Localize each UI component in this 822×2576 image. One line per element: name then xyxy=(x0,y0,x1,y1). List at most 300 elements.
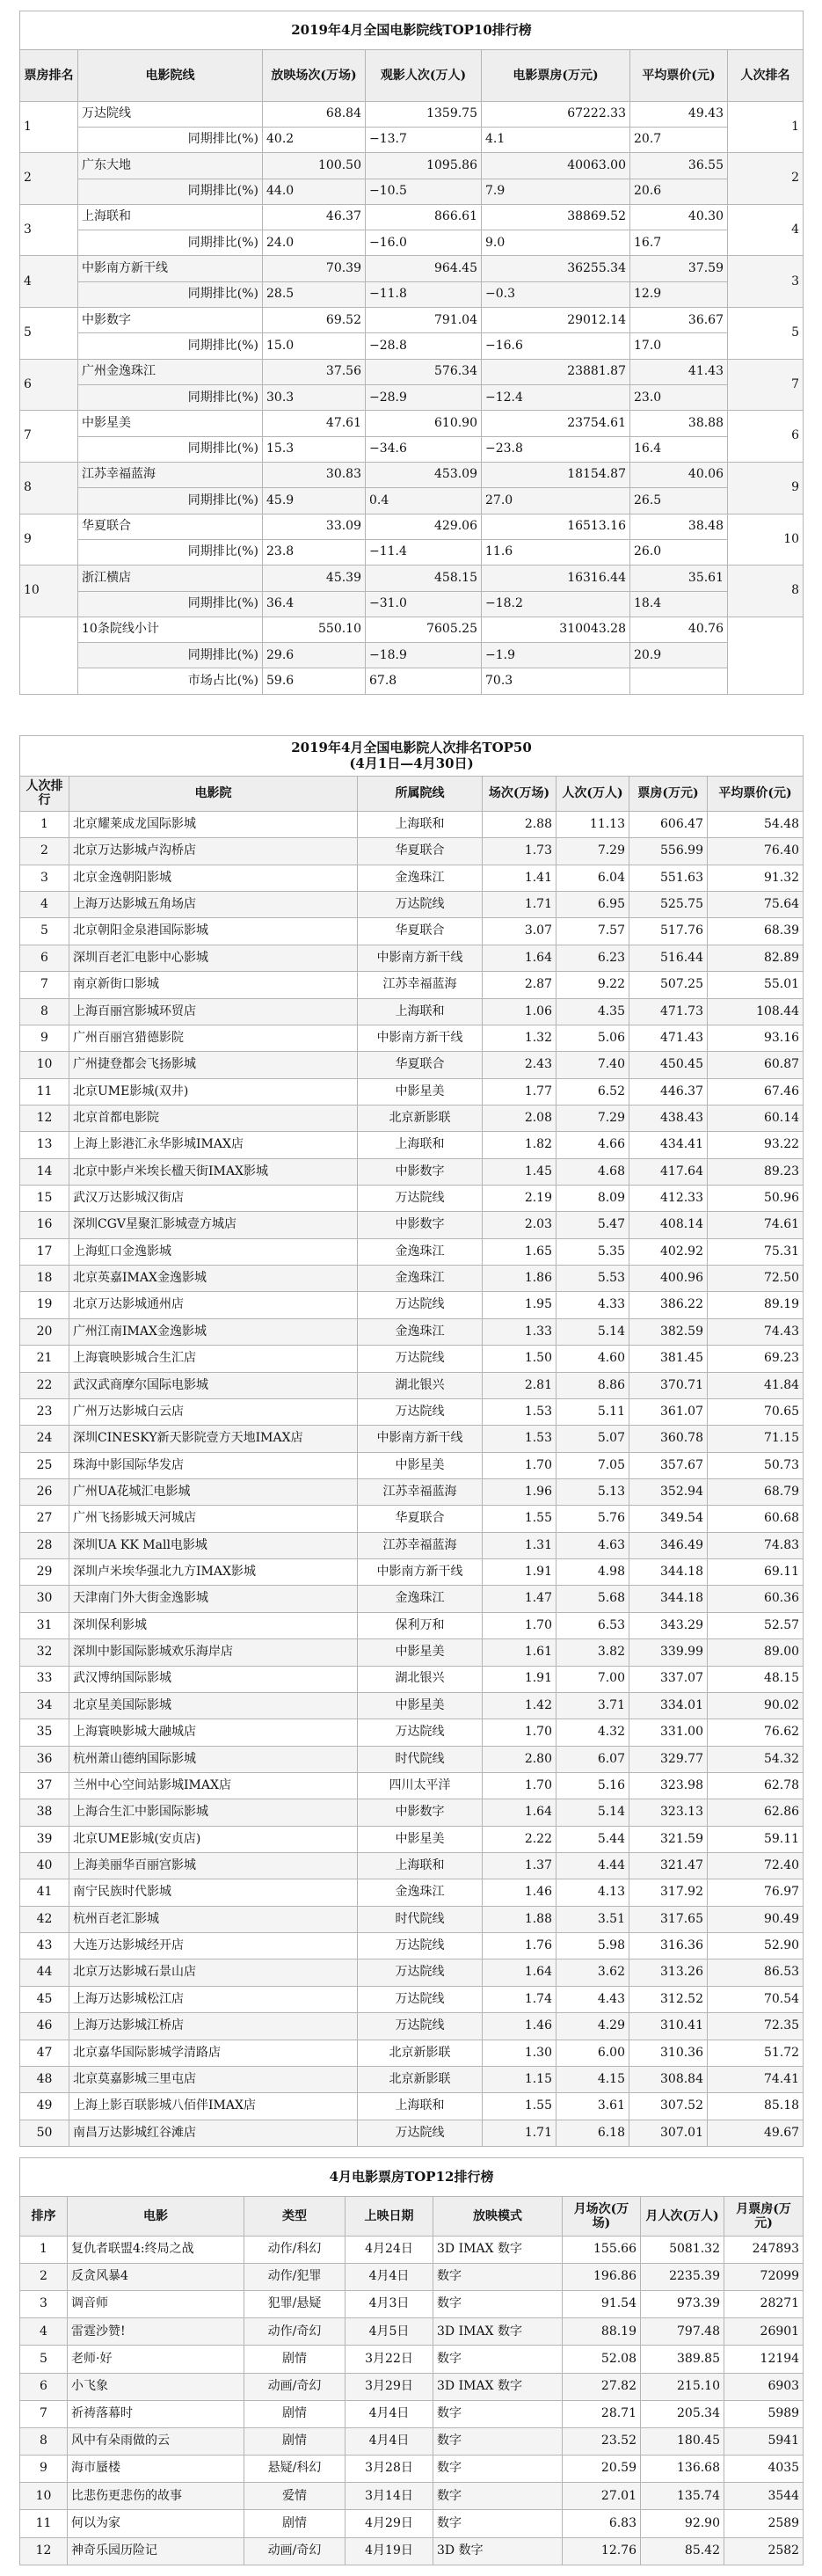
rank-cell: 9 xyxy=(20,1025,69,1051)
compare-value-cell: 0.4 xyxy=(366,488,482,514)
rank-cell: 33 xyxy=(20,1666,69,1692)
cinema-row xyxy=(20,1158,804,1185)
box-office-cell: 412.33 xyxy=(629,1186,708,1212)
chain-cell: 中影数字 xyxy=(358,1212,483,1238)
chain-cell: 中影数字 xyxy=(358,1158,483,1185)
chain-cell: 中影数字 xyxy=(358,1799,483,1826)
box-office-cell: 313.26 xyxy=(629,1959,708,1986)
compare-value-cell: 20.6 xyxy=(630,179,728,204)
box-office-cell: 446.37 xyxy=(629,1078,708,1105)
box-office-cell: 23754.61 xyxy=(482,411,630,436)
box-office-cell: 382.59 xyxy=(629,1318,708,1345)
cinema-row xyxy=(20,1746,804,1772)
compare-value-cell: 30.3 xyxy=(263,385,366,411)
box-office-cell: 339.99 xyxy=(629,1639,708,1666)
people-rank-cell: 6 xyxy=(728,411,804,463)
column-header: 电影院线 xyxy=(78,49,263,101)
release-date-cell: 4月4日 xyxy=(346,2400,433,2427)
cinema-name-cell: 杭州百老汇影城 xyxy=(69,1906,358,1932)
movie-title-cell: 复仇者联盟4:终局之战 xyxy=(68,2236,244,2263)
chain-cell: 华夏联合 xyxy=(358,1052,483,1078)
movie-row xyxy=(20,2483,804,2510)
cinema-name-cell: 北京万达影城通州店 xyxy=(69,1292,358,1318)
avg-price-cell: 75.64 xyxy=(708,892,804,918)
chain-cell: 中影南方新干线 xyxy=(358,1426,483,1452)
shows-cell: 1.70 xyxy=(483,1772,556,1799)
cinema-name-cell: 北京万达影城石景山店 xyxy=(69,1959,358,1986)
cinema-name-cell: 北京UME影城(安贞店) xyxy=(69,1826,358,1852)
genre-cell: 动作/科幻 xyxy=(244,2236,346,2263)
rank-cell: 39 xyxy=(20,1826,69,1852)
shows-cell: 155.66 xyxy=(563,2236,641,2263)
cinema-row xyxy=(20,2120,804,2146)
cinema-name-cell: 深圳卢米埃华强北九方IMAX影城 xyxy=(69,1559,358,1586)
format-cell: 数字 xyxy=(433,2400,563,2427)
compare-value-cell: 16.4 xyxy=(630,436,728,462)
shows-cell: 1.88 xyxy=(483,1906,556,1932)
chain-row xyxy=(20,462,804,487)
cinema-row xyxy=(20,2040,804,2066)
rank-cell: 8 xyxy=(20,2427,68,2455)
cinema-name-cell: 上海百丽宫影城环贸店 xyxy=(69,998,358,1025)
chain-cell: 上海联和 xyxy=(358,998,483,1025)
shows-cell: 1.45 xyxy=(483,1158,556,1185)
cinema-name-cell: 北京莫嘉影城三里屯店 xyxy=(69,2066,358,2092)
cinema-row xyxy=(20,1666,804,1692)
avg-price-cell: 76.97 xyxy=(708,1879,804,1906)
compare-value-cell: −12.4 xyxy=(482,385,630,411)
rank-cell: 38 xyxy=(20,1799,69,1826)
chain-cell: 中影南方新干线 xyxy=(358,945,483,971)
rank-cell: 5 xyxy=(20,2346,68,2373)
shows-cell: 2.19 xyxy=(483,1186,556,1212)
rank-cell: 18 xyxy=(20,1266,69,1292)
rank-cell: 2 xyxy=(20,153,78,205)
column-header: 票房排名 xyxy=(20,49,78,101)
people-cell: 576.34 xyxy=(366,359,482,384)
table-title-row xyxy=(20,2158,804,2197)
box-office-cell: 344.18 xyxy=(629,1559,708,1586)
chain-compare-row xyxy=(20,230,804,256)
shows-cell: 1.61 xyxy=(483,1639,556,1666)
cinema-row xyxy=(20,1719,804,1746)
people-cell: 4.33 xyxy=(556,1292,629,1318)
chain-cell: 中影南方新干线 xyxy=(358,1025,483,1051)
people-cell: 610.90 xyxy=(366,411,482,436)
shows-cell: 1.95 xyxy=(483,1292,556,1318)
cinema-row xyxy=(20,1025,804,1051)
avg-price-cell: 89.23 xyxy=(708,1158,804,1185)
chain-row xyxy=(20,101,804,127)
format-cell: 3D IMAX 数字 xyxy=(433,2318,563,2346)
chain-cell: 万达院线 xyxy=(358,1346,483,1372)
rank-cell: 44 xyxy=(20,1959,69,1986)
compare-value-cell: 28.5 xyxy=(263,281,366,307)
cinema-name-cell: 北京金逸朝阳影城 xyxy=(69,865,358,891)
compare-label: 同期排比(%) xyxy=(78,643,263,668)
column-header: 上映日期 xyxy=(346,2197,433,2236)
box-office-cell: 308.84 xyxy=(629,2066,708,2092)
shows-cell: 47.61 xyxy=(263,411,366,436)
release-date-cell: 4月29日 xyxy=(346,2510,433,2537)
chain-compare-row xyxy=(20,281,804,307)
avg-price-cell: 36.55 xyxy=(630,153,728,179)
shows-cell: 1.71 xyxy=(483,892,556,918)
chain-cell: 华夏联合 xyxy=(358,918,483,945)
rank-cell: 31 xyxy=(20,1612,69,1638)
cinema-row xyxy=(20,945,804,971)
compare-value-cell: −11.4 xyxy=(366,539,482,565)
cinema-name-cell: 上海美丽华百丽宫影城 xyxy=(69,1853,358,1879)
avg-price-cell: 74.83 xyxy=(708,1532,804,1558)
cinema-name-cell: 武汉万达影城汉街店 xyxy=(69,1186,358,1212)
shows-cell: 6.83 xyxy=(563,2510,641,2537)
avg-price-cell: 90.02 xyxy=(708,1692,804,1719)
chain-name-cell: 华夏联合 xyxy=(78,514,263,539)
people-rank-cell: 10 xyxy=(728,514,804,566)
column-header: 放映模式 xyxy=(433,2197,563,2236)
rank-cell: 11 xyxy=(20,2510,68,2537)
cinema-row xyxy=(20,1212,804,1238)
box-office-cell: 23881.87 xyxy=(482,359,630,384)
rank-cell: 34 xyxy=(20,1692,69,1719)
chain-cell: 保利万和 xyxy=(358,1612,483,1638)
chain-name-cell: 中影星美 xyxy=(78,411,263,436)
market-share-cell: 70.3 xyxy=(482,668,630,695)
cinema-row xyxy=(20,1132,804,1158)
movie-row xyxy=(20,2456,804,2483)
shows-cell: 45.39 xyxy=(263,566,366,591)
avg-price-cell: 49.43 xyxy=(630,101,728,127)
shows-cell: 27.01 xyxy=(563,2483,641,2510)
cinema-name-cell: 南昌万达影城红谷滩店 xyxy=(69,2120,358,2146)
compare-label: 同期排比(%) xyxy=(78,281,263,307)
cinema-row xyxy=(20,998,804,1025)
box-office-cell: 370.71 xyxy=(629,1372,708,1398)
chain-name-cell: 浙江横店 xyxy=(78,566,263,591)
cinema-row xyxy=(20,1959,804,1986)
shows-cell: 28.71 xyxy=(563,2400,641,2427)
cinema-name-cell: 上海寰映影城大融城店 xyxy=(69,1719,358,1746)
cinema-row xyxy=(20,1559,804,1586)
people-cell: 6.18 xyxy=(556,2120,629,2146)
movie-title-cell: 调音师 xyxy=(68,2290,244,2317)
rank-cell: 5 xyxy=(20,918,69,945)
shows-cell: 52.08 xyxy=(563,2346,641,2373)
rank-cell: 10 xyxy=(20,2483,68,2510)
chain-cell: 金逸珠江 xyxy=(358,1318,483,1345)
column-header: 月场次(万场) xyxy=(563,2197,641,2236)
cinema-row xyxy=(20,2066,804,2092)
people-cell: 7.29 xyxy=(556,1105,629,1131)
cinema-row xyxy=(20,1586,804,1612)
people-cell: 3.71 xyxy=(556,1692,629,1719)
shows-cell: 1.53 xyxy=(483,1398,556,1425)
cinema-row xyxy=(20,1292,804,1318)
format-cell: 3D IMAX 数字 xyxy=(433,2236,563,2263)
release-date-cell: 3月14日 xyxy=(346,2483,433,2510)
rank-cell: 1 xyxy=(20,2236,68,2263)
shows-cell: 1.73 xyxy=(483,838,556,865)
box-office-cell: 4035 xyxy=(724,2456,804,2483)
box-office-cell: 310.41 xyxy=(629,2013,708,2040)
box-office-cell: 2589 xyxy=(724,2510,804,2537)
people-cell: 4.98 xyxy=(556,1559,629,1586)
release-date-cell: 4月4日 xyxy=(346,2263,433,2290)
box-office-cell: 307.52 xyxy=(629,2093,708,2120)
chain-row xyxy=(20,566,804,591)
shows-cell: 2.22 xyxy=(483,1826,556,1852)
avg-price-cell: 41.84 xyxy=(708,1372,804,1398)
rank-cell: 3 xyxy=(20,2290,68,2317)
table-title: 2019年4月全国电影院线TOP10排行榜 xyxy=(20,11,804,50)
column-header: 观影人次(万人) xyxy=(366,49,482,101)
box-office-cell: 525.75 xyxy=(629,892,708,918)
people-rank-cell: 7 xyxy=(728,359,804,411)
format-cell: 数字 xyxy=(433,2346,563,2373)
rank-cell: 21 xyxy=(20,1346,69,1372)
box-office-cell: 334.01 xyxy=(629,1692,708,1719)
avg-price-cell: 52.57 xyxy=(708,1612,804,1638)
people-cell: 5.35 xyxy=(556,1238,629,1265)
rank-cell: 4 xyxy=(20,256,78,308)
box-office-cell: 6903 xyxy=(724,2373,804,2400)
genre-cell: 动画/奇幻 xyxy=(244,2537,346,2565)
release-date-cell: 4月24日 xyxy=(346,2236,433,2263)
blank-cell xyxy=(630,668,728,695)
shows-cell: 88.19 xyxy=(563,2318,641,2346)
shows-cell: 1.91 xyxy=(483,1666,556,1692)
people-rank-cell: 2 xyxy=(728,153,804,205)
cinema-row xyxy=(20,1772,804,1799)
compare-label: 同期排比(%) xyxy=(78,436,263,462)
people-cell: 11.13 xyxy=(556,812,629,838)
avg-price-cell: 74.61 xyxy=(708,1212,804,1238)
chain-cell: 江苏幸福蓝海 xyxy=(358,1478,483,1505)
compare-label: 同期排比(%) xyxy=(78,179,263,204)
box-office-cell: 321.59 xyxy=(629,1826,708,1852)
avg-price-cell: 72.35 xyxy=(708,2013,804,2040)
chain-row xyxy=(20,308,804,333)
column-header: 排序 xyxy=(20,2197,68,2236)
shows-cell: 91.54 xyxy=(563,2290,641,2317)
movie-title-cell: 何以为家 xyxy=(68,2510,244,2537)
genre-cell: 动作/犯罪 xyxy=(244,2263,346,2290)
rank-cell: 17 xyxy=(20,1238,69,1265)
box-office-cell: 16513.16 xyxy=(482,514,630,539)
compare-value-cell: 44.0 xyxy=(263,179,366,204)
cinema-name-cell: 珠海中影国际华发店 xyxy=(69,1452,358,1478)
box-office-cell: 551.63 xyxy=(629,865,708,891)
shows-cell: 1.50 xyxy=(483,1346,556,1372)
box-office-cell: 321.47 xyxy=(629,1853,708,1879)
release-date-cell: 4月5日 xyxy=(346,2318,433,2346)
cinema-name-cell: 兰州中心空间站影城IMAX店 xyxy=(69,1772,358,1799)
compare-value-cell: −28.9 xyxy=(366,385,482,411)
avg-price-cell: 55.01 xyxy=(708,972,804,998)
shows-cell: 2.08 xyxy=(483,1105,556,1131)
avg-price-cell: 82.89 xyxy=(708,945,804,971)
rank-cell: 9 xyxy=(20,2456,68,2483)
cinema-row xyxy=(20,1426,804,1452)
avg-price-cell: 89.19 xyxy=(708,1292,804,1318)
people-cell: 135.74 xyxy=(641,2483,724,2510)
market-share-cell: 67.8 xyxy=(366,668,482,695)
chain-cell: 万达院线 xyxy=(358,2013,483,2040)
chain-cell: 北京新影联 xyxy=(358,2066,483,2092)
subtotal-people: 7605.25 xyxy=(366,617,482,642)
shows-cell: 1.64 xyxy=(483,945,556,971)
people-cell: 5.53 xyxy=(556,1266,629,1292)
people-cell: 4.29 xyxy=(556,2013,629,2040)
shows-cell: 1.37 xyxy=(483,1853,556,1879)
column-header: 电影院 xyxy=(69,776,358,811)
people-cell: 6.95 xyxy=(556,892,629,918)
compare-label: 同期排比(%) xyxy=(78,230,263,256)
people-cell: 2235.39 xyxy=(641,2263,724,2290)
box-office-cell: 247893 xyxy=(724,2236,804,2263)
rank-cell: 2 xyxy=(20,838,69,865)
rank-cell: 6 xyxy=(20,945,69,971)
cinema-name-cell: 北京嘉华国际影城学清路店 xyxy=(69,2040,358,2066)
compare-value-cell: 24.0 xyxy=(263,230,366,256)
box-office-cell: 3544 xyxy=(724,2483,804,2510)
genre-cell: 悬疑/科幻 xyxy=(244,2456,346,2483)
avg-price-cell: 72.50 xyxy=(708,1266,804,1292)
chain-compare-row xyxy=(20,385,804,411)
release-date-cell: 3月22日 xyxy=(346,2346,433,2373)
movie-top12-table xyxy=(19,2157,804,2565)
cinema-row xyxy=(20,1612,804,1638)
format-cell: 数字 xyxy=(433,2456,563,2483)
cinema-row xyxy=(20,838,804,865)
cinema-name-cell: 上海上影百联影城八佰伴IMAX店 xyxy=(69,2093,358,2120)
rank-cell: 43 xyxy=(20,1933,69,1959)
shows-cell: 1.32 xyxy=(483,1025,556,1051)
movie-row xyxy=(20,2510,804,2537)
compare-value-cell: −16.6 xyxy=(482,333,630,359)
box-office-cell: 18154.87 xyxy=(482,462,630,487)
box-office-cell: 323.13 xyxy=(629,1799,708,1826)
rank-cell: 30 xyxy=(20,1586,69,1612)
cinema-name-cell: 武汉武商摩尔国际电影城 xyxy=(69,1372,358,1398)
people-cell: 215.10 xyxy=(641,2373,724,2400)
rank-cell: 23 xyxy=(20,1398,69,1425)
rank-cell: 8 xyxy=(20,462,78,514)
avg-price-cell: 90.49 xyxy=(708,1906,804,1932)
shows-cell: 46.37 xyxy=(263,204,366,230)
rank-cell: 46 xyxy=(20,2013,69,2040)
avg-price-cell: 70.65 xyxy=(708,1398,804,1425)
rank-cell: 22 xyxy=(20,1372,69,1398)
rank-cell: 8 xyxy=(20,998,69,1025)
rank-cell: 19 xyxy=(20,1292,69,1318)
compare-value-cell: 15.3 xyxy=(263,436,366,462)
avg-price-cell: 41.43 xyxy=(630,359,728,384)
chain-cell: 万达院线 xyxy=(358,1986,483,2012)
people-cell: 4.44 xyxy=(556,1853,629,1879)
rank-cell: 16 xyxy=(20,1212,69,1238)
chain-cell: 北京新影联 xyxy=(358,2040,483,2066)
chain-cell: 北京新影联 xyxy=(358,1105,483,1131)
box-office-cell: 556.99 xyxy=(629,838,708,865)
box-office-cell: 72099 xyxy=(724,2263,804,2290)
market-share-label: 市场占比(%) xyxy=(78,668,263,695)
cinema-name-cell: 南京新街口影城 xyxy=(69,972,358,998)
cinema-name-cell: 深圳UA KK Mall电影城 xyxy=(69,1532,358,1558)
shows-cell: 1.70 xyxy=(483,1719,556,1746)
movie-row xyxy=(20,2537,804,2565)
chain-compare-row xyxy=(20,591,804,617)
movie-row xyxy=(20,2346,804,2373)
rank-cell: 1 xyxy=(20,101,78,153)
shows-cell: 1.74 xyxy=(483,1986,556,2012)
column-header: 放映场次(万场) xyxy=(263,49,366,101)
cinema-row xyxy=(20,1238,804,1265)
chain-cell: 江苏幸福蓝海 xyxy=(358,1532,483,1558)
cinema-name-cell: 杭州萧山德纳国际影城 xyxy=(69,1746,358,1772)
rank-cell: 37 xyxy=(20,1772,69,1799)
genre-cell: 动作/奇幻 xyxy=(244,2318,346,2346)
cinema-name-cell: 深圳百老汇电影中心影城 xyxy=(69,945,358,971)
people-rank-cell: 4 xyxy=(728,204,804,256)
people-cell: 5.44 xyxy=(556,1826,629,1852)
compare-label: 同期排比(%) xyxy=(78,488,263,514)
genre-cell: 剧情 xyxy=(244,2510,346,2537)
rank-cell: 12 xyxy=(20,1105,69,1131)
people-cell: 5.98 xyxy=(556,1933,629,1959)
release-date-cell: 3月28日 xyxy=(346,2456,433,2483)
avg-price-cell: 68.39 xyxy=(708,918,804,945)
movie-title-cell: 神奇乐园历险记 xyxy=(68,2537,244,2565)
people-cell: 7.29 xyxy=(556,838,629,865)
cinema-name-cell: 上海虹口金逸影城 xyxy=(69,1238,358,1265)
shows-cell: 2.87 xyxy=(483,972,556,998)
chain-cell: 万达院线 xyxy=(358,1719,483,1746)
shows-cell: 1.70 xyxy=(483,1452,556,1478)
movie-title-cell: 风中有朵雨做的云 xyxy=(68,2427,244,2455)
avg-price-cell: 50.96 xyxy=(708,1186,804,1212)
avg-price-cell: 36.67 xyxy=(630,308,728,333)
shows-cell: 1.86 xyxy=(483,1266,556,1292)
box-office-cell: 317.92 xyxy=(629,1879,708,1906)
shows-cell: 1.15 xyxy=(483,2066,556,2092)
shows-cell: 1.42 xyxy=(483,1692,556,1719)
avg-price-cell: 67.46 xyxy=(708,1078,804,1105)
compare-value-cell: −34.6 xyxy=(366,436,482,462)
avg-price-cell: 40.30 xyxy=(630,204,728,230)
genre-cell: 剧情 xyxy=(244,2346,346,2373)
rank-cell: 40 xyxy=(20,1853,69,1879)
column-header: 电影 xyxy=(68,2197,244,2236)
shows-cell: 1.46 xyxy=(483,2013,556,2040)
column-header: 人次排名 xyxy=(728,49,804,101)
release-date-cell: 4月4日 xyxy=(346,2427,433,2455)
avg-price-cell: 49.67 xyxy=(708,2120,804,2146)
rank-cell: 50 xyxy=(20,2120,69,2146)
cinema-name-cell: 北京星美国际影城 xyxy=(69,1692,358,1719)
column-header: 人次排行 xyxy=(20,776,69,811)
avg-price-cell: 71.15 xyxy=(708,1426,804,1452)
box-office-cell: 471.43 xyxy=(629,1025,708,1051)
movie-row xyxy=(20,2427,804,2455)
people-cell: 8.86 xyxy=(556,1372,629,1398)
avg-price-cell: 62.86 xyxy=(708,1799,804,1826)
rank-cell: 41 xyxy=(20,1879,69,1906)
rank-cell: 4 xyxy=(20,892,69,918)
box-office-cell: 316.36 xyxy=(629,1933,708,1959)
shows-cell: 27.82 xyxy=(563,2373,641,2400)
